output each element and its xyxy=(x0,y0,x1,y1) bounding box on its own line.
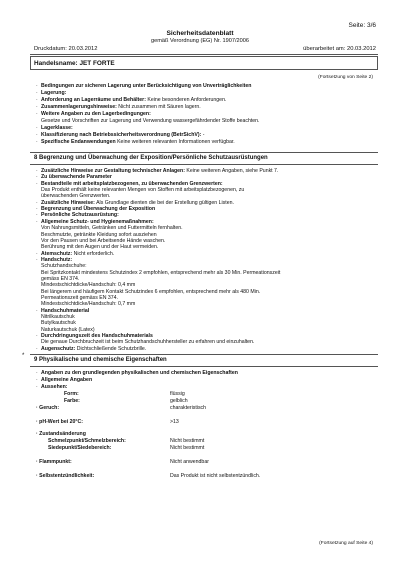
section-8-title-rule xyxy=(30,164,378,165)
bullet-icon: · xyxy=(36,83,38,89)
bullet-icon: · xyxy=(36,168,38,174)
continued-from-note: (Fortsetzung von Seite 2) xyxy=(318,75,373,80)
field-heading: Handschutz: xyxy=(41,256,73,263)
bullet-icon: · xyxy=(36,132,38,138)
field-text: Schutzhandschuhe: xyxy=(41,263,87,270)
property-value: Nicht bestimmt xyxy=(170,438,205,444)
field-text: - xyxy=(201,132,205,138)
field-heading: Handschuhmaterial xyxy=(41,307,90,314)
field-text: Mindestschichtdicke/Handschuh: 0,4 mm xyxy=(41,282,136,289)
field-heading: Begrenzung und Überwachung der Exposition xyxy=(41,206,156,213)
bullet-icon: · xyxy=(36,218,38,225)
continued-on-note: (Fortsetzung auf Seite 4) xyxy=(319,541,373,546)
field-text: Naturkautschuk (Latex) xyxy=(41,326,95,333)
field-text: Nicht erforderlich. xyxy=(72,250,115,257)
field-heading: Lagerklasse: xyxy=(41,125,73,131)
revision-date: überarbeitet am: 20.03.2012 xyxy=(303,46,376,52)
property-value: gelblich xyxy=(170,398,188,404)
field-text: gemäss EN 374. xyxy=(41,275,80,282)
property-label: · Flammpunkt: xyxy=(36,459,72,465)
property-value: Nicht anwendbar xyxy=(170,459,209,465)
bullet-icon: · xyxy=(36,333,38,340)
text-line xyxy=(36,377,374,384)
bullet-icon: · xyxy=(36,345,38,352)
field-heading: Zu überwachende Parameter xyxy=(41,174,112,181)
section-8-title: 8 Begrenzung und Überwachung der Exposition/Persönliche Schutzausrüstungen xyxy=(34,155,268,161)
property-label: Siedepunkt/Siedebereich: xyxy=(48,445,112,451)
field-text: Berührung mit den Augen und der Haut vermeiden. xyxy=(41,244,159,251)
bullet-icon: · xyxy=(36,139,38,145)
field-heading: Allgemeine Schutz- und Hygienemaßnahmen: xyxy=(41,218,154,225)
section-9-title-rule xyxy=(30,366,378,367)
bullet-icon: · xyxy=(36,199,38,206)
bullet-icon: · xyxy=(36,180,38,187)
field-heading: Augenschutz: xyxy=(41,345,76,352)
revision-marker-icon: * xyxy=(22,353,25,359)
field-text: Als Grundlage dienten die bei der Erstellung gültigen Listen. xyxy=(94,199,234,206)
field-text: Von Nahrungsmitteln, Getränken und Futtermitteln fernhalten. xyxy=(41,225,183,232)
field-heading: Anforderung an Lagerräume und Behälter: xyxy=(41,97,146,103)
header-divider xyxy=(30,54,378,55)
bullet-icon: · xyxy=(36,250,38,257)
section-9-top-rule xyxy=(30,354,378,355)
bullet-icon: · xyxy=(36,104,38,110)
bullet-icon: · xyxy=(36,206,38,213)
property-label: Form: xyxy=(64,391,79,397)
field-heading: Spezifische Endanwendungen xyxy=(41,139,116,145)
field-heading: Zusammenlagerungshinweise: xyxy=(41,104,117,110)
field-heading: Weitere Angaben zu den Lagerbedingungen: xyxy=(41,111,151,117)
property-value: charakteristisch xyxy=(170,405,207,411)
field-text: Gesetze und Vorschriften zur Lagerung und Verwendung wassergefährdender Stoffe beachten. xyxy=(41,118,260,124)
property-value: Das Produkt ist nicht selbstentzündlich. xyxy=(170,473,261,479)
field-text: Beschmutzte, getränkte Kleidung sofort ausziehen xyxy=(41,231,157,238)
trade-name: Handelsname: JET FORTE xyxy=(34,60,115,67)
property-value: flüssig xyxy=(170,391,185,397)
property-label: · pH-Wert bei 20°C: xyxy=(36,419,83,425)
field-heading: Lagerung: xyxy=(41,90,67,96)
field-heading: Durchdringungszeit des Handschuhmaterials xyxy=(41,333,153,340)
document-title: Sicherheitsdatenblatt xyxy=(166,30,234,37)
text-line xyxy=(36,132,374,139)
field-heading: Aussehen: xyxy=(41,384,68,390)
field-text: Dichtschließende Schutzbrille. xyxy=(75,345,147,352)
property-label: Schmelzpunkt/Schmelzbereich: xyxy=(48,438,126,444)
property-label: · Selbstentzündlichkeit: xyxy=(36,473,95,479)
bullet-icon: · xyxy=(36,90,38,96)
bullet-icon: · xyxy=(36,256,38,263)
bullet-icon: · xyxy=(36,97,38,103)
field-text: Vor den Pausen und bei Arbeitsende Hände waschen. xyxy=(41,237,166,244)
text-line xyxy=(36,384,374,391)
field-text: Das Produkt enthält keine relevanten Mengen von Stoffen mit arbeitsplatzbezogenen, zu xyxy=(41,187,245,194)
field-heading: Allgemeine Angaben xyxy=(41,377,93,383)
text-line xyxy=(41,118,374,125)
bullet-icon: · xyxy=(36,111,38,117)
text-line xyxy=(36,125,374,132)
field-heading: Atemschutz: xyxy=(41,250,73,257)
field-text: Bei Spritzkontakt mindestens Schutzindex 2 empfohlen, entsprechend mehr als 30 Min. Permeationszeit xyxy=(41,269,281,276)
text-line xyxy=(36,139,374,146)
section-8-top-rule xyxy=(30,152,378,153)
section-9-title: 9 Physikalische und chemische Eigenschaften xyxy=(34,357,167,363)
text-line xyxy=(36,370,374,377)
field-heading: Zusätzliche Hinweise zur Gestaltung technischer Anlagen: xyxy=(41,168,185,174)
field-text: Die genaue Durchbruchzeit ist beim Schutzhandschuhhersteller zu erfahren und einzuhalten. xyxy=(41,339,255,346)
text-line xyxy=(36,90,374,97)
field-heading: Klassifizierung nach Betriebssicherheitsverordnung (BetrSichV): xyxy=(41,132,202,138)
field-heading: Zusätzliche Hinweise: xyxy=(41,199,95,206)
text-line xyxy=(36,97,374,104)
bullet-icon: · xyxy=(36,174,38,181)
field-heading: Bedingungen zur sicheren Lagerung unter Berücksichtigung von Unverträglichkeiten xyxy=(41,83,252,89)
field-heading: Angaben zu den grundlegenden physikalischen und chemischen Eigenschaften xyxy=(41,370,238,376)
property-label: Farbe: xyxy=(64,398,80,404)
bullet-icon: · xyxy=(36,384,38,390)
page-number: Seite: 3/6 xyxy=(348,22,376,29)
field-heading: Persönliche Schutzausrüstung: xyxy=(41,212,119,219)
field-text: Nitrilkautschuk xyxy=(41,314,75,321)
field-text: Permeationszeit gemäss EN 374. xyxy=(41,295,118,301)
text-line xyxy=(36,83,374,90)
field-text: überwachenden Grenzwerten. xyxy=(41,193,111,200)
text-line xyxy=(36,111,374,118)
bullet-icon: · xyxy=(36,377,38,383)
field-text: Nicht zusammen mit Säuren lagern. xyxy=(116,104,201,110)
field-text: Butylkautschuk xyxy=(41,320,76,327)
property-value: >13 xyxy=(170,419,179,425)
property-label: · Geruch: xyxy=(36,405,60,411)
text-line xyxy=(36,104,374,111)
field-text: Keine weiteren Angaben, siehe Punkt 7. xyxy=(184,168,279,174)
field-text: Keine besonderen Anforderungen. xyxy=(145,97,227,103)
print-date: Druckdatum: 20.03.2012 xyxy=(34,46,98,52)
bullet-icon: · xyxy=(36,212,38,219)
field-text: Mindestschichtdicke/Handschuh: 0,7 mm xyxy=(41,301,136,308)
property-label: · Zustandsänderung xyxy=(36,431,86,437)
field-heading: Bestandteile mit arbeitsplatzbezogenen, zu überwachenden Grenzwerten: xyxy=(41,180,223,187)
bullet-icon: · xyxy=(36,307,38,314)
property-value: Nicht bestimmt xyxy=(170,445,205,451)
bullet-icon: · xyxy=(36,370,38,376)
text-line xyxy=(36,346,374,353)
field-text: Keine weiteren relevanten Informationen verfügbar. xyxy=(115,139,235,145)
bullet-icon: · xyxy=(36,125,38,131)
field-text: Bei längerem und häufigem Kontakt Schutzindex 6 empfohlen, entsprechend mehr als 480 Min. xyxy=(41,288,261,295)
document-subtitle: gemäß Verordnung (EG) Nr. 1907/2006 xyxy=(151,38,249,44)
